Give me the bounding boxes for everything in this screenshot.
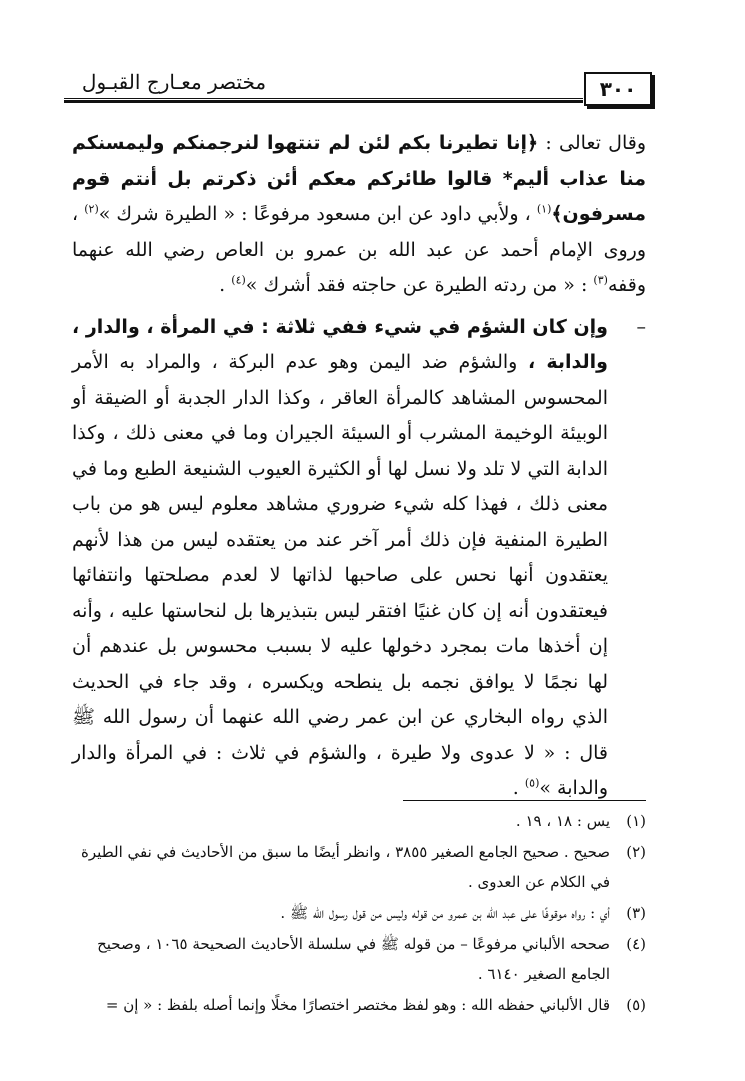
book-title: مختصر معـارج القبـول [81,70,267,94]
footnote-1 [62,806,646,836]
footnote-text: يس : ١٨ ، ١٩ . [515,812,610,830]
footnote-separator [403,800,646,801]
footnote-5 [62,990,646,1020]
intro-text: وقال تعالى : [538,132,646,154]
footnote-ref-2: (٢) [84,202,99,216]
footnote-number: (٤) [626,935,646,953]
footnote-text: صححه الألباني مرفوعًا – من قوله ﷺ في سلسلة الأحاديث الصحيحة ١٠٦٥ ، وصحيح الجامع الصغير ٦١٤٠ . [97,935,610,983]
footnote-number: (١) [626,812,646,830]
header-rule [64,98,583,103]
paragraph-quran-citation [72,126,646,304]
footnote-ref-1: (١) [536,202,552,216]
footnote-text: صحيح . صحيح الجامع الصغير ٣٨٥٥ ، وانظر أيضًا ما سبق من الأحاديث في نفي الطيرة في الكلام عن العدوى . [81,843,610,891]
ahmad-text: ، وروى الإمام أحمد عن عبد الله بن عمرو بن العاص رضي الله عنهما وقفه [72,203,646,296]
footnotes [62,806,646,1021]
paragraph-shuum [72,310,646,807]
footnote-number: (٥) [626,996,646,1014]
footnote-number: (٢) [626,843,646,861]
hadith-text: : « من ردته الطيرة عن حاجته فقد أشرك » [245,274,594,296]
footnote-text: قال الألباني حفظه الله : وهو لفظ مختصر اختصارًا مخلًا وإنما أصله بلفظ : « إن = [105,996,610,1014]
explanation-text: والشؤم ضد اليمن وهو عدم البركة ، والمراد به الأمر المحسوس المشاهد كالمرأة العاقر ، وكذا الدار الجدبة أو الضيقة أو الوبيئة الوخيمة المشرب أو السيئة الجيران وما في معنى ذلك ، وكذا الدابة التي لا تلد ولا نسل لها أو الكثيرة العيوب الشنيعة الطبع وما في معنى ذلك ، فهذا كله شيء ضروري مشاهد معلوم ليس هو من باب الطيرة المنفية فإن ذلك أمر آخر عند من يعتقده ليس من هذا لأنهم يعتقدون أنها نحس على صاحبها لذاتها لا لعدم مصلحتها وانتفائها فيعتقدون أنه إن كان غنيًا افتقر ليس بتبذيرها بل لنحاستها عليه ، وأنه إن أخذها مات بمجرد دخولها عليه لا بسبب محسوس بل عندهم أن لها نجمًا لا يوافق نجمه بل ينطحه ويكسره ، وقد جاء في الحديث الذي رواه البخاري عن ابن عمر رضي الله عنهما أن رسول الله ﷺ قال : « لا عدوى ولا طيرة ، والشؤم في ثلاث : في المرأة والدار والدابة » [72,351,608,799]
footnote-ref-3: (٣) [593,273,608,287]
footnote-4 [62,929,646,989]
page-number: ٣٠٠ [584,72,652,106]
dash-marker: – [636,315,646,338]
footnote-2 [62,837,646,897]
footnote-ref-4: (٤) [231,273,246,287]
main-text [72,126,646,807]
quran-quote: ﴿إنا تطيرنا بكم لئن لم تنتهوا لنرجمنكم وليمسنكم منا عذاب أليم* قالوا طائركم معكم أئن ذكرتم بل أنتم قوم مسرفون﴾ [72,132,647,225]
paragraph-end: . [512,777,525,799]
footnote-3 [62,898,646,928]
footnote-ref-5: (٥) [524,776,540,790]
footnote-number: (٣) [626,904,646,922]
paragraph-end: . [219,274,232,296]
abu-dawud-text: ، ولأبي داود عن ابن مسعود مرفوعًا : « الطيرة شرك » [98,203,537,225]
page-header [64,66,652,106]
footnote-text: أي : رواه موقوفًا على عبد الله بن عمرو من قوله وليس من قول رسول الله ﷺ . [280,904,610,922]
bold-heading: وإن كان الشؤم في شيء ففي ثلاثة : في المرأة ، والدار ، والدابة ، [72,315,608,373]
